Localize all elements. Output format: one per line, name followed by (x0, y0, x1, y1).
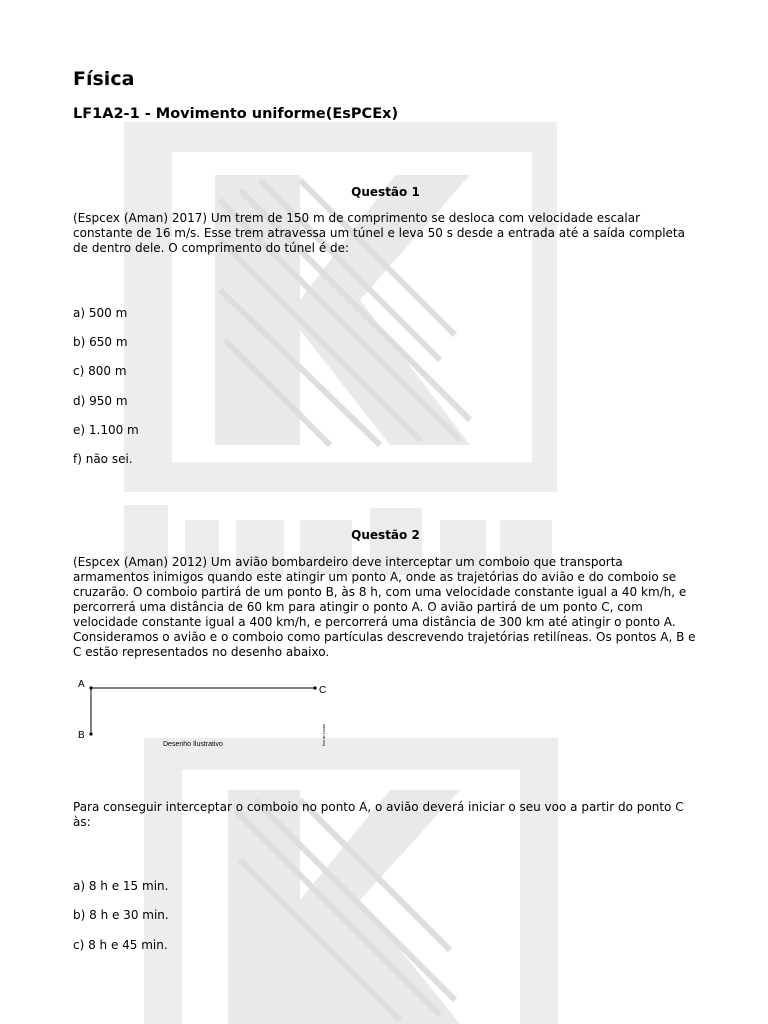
question-1-option-e: e) 1.100 m (73, 423, 139, 437)
point-b (89, 732, 92, 735)
label-c: C (319, 685, 327, 696)
question-1-option-c: c) 800 m (73, 364, 127, 378)
watermark-frame-top (124, 122, 557, 492)
question-2-option-b: b) 8 h e 30 min. (73, 908, 169, 922)
scale-note: fora de escala (322, 724, 326, 746)
trajectory-diagram (75, 672, 335, 756)
figure-caption: Desenho Ilustrativo (163, 741, 223, 748)
label-a: A (78, 679, 85, 690)
exercise-list-title: LF1A2-1 - Movimento uniforme(EsPCEx) (73, 106, 399, 122)
watermark-frame-bottom (144, 738, 558, 1024)
question-1-text: (Espcex (Aman) 2017) Um trem de 150 m de comprimento se desloca com velocidade escalar constante de 16 m/s. Esse trem atravessa um túnel e leva 50 s desde a entrada até a saída completa de dentro dele. O comprimento do túnel é de: (73, 211, 685, 255)
question-2-option-c: c) 8 h e 45 min. (73, 938, 168, 952)
question-1-heading: Questão 1 (351, 185, 420, 199)
question-1-option-a: a) 500 m (73, 306, 128, 320)
question-2-prompt: Para conseguir interceptar o comboio no ponto A, o avião deverá iniciar o seu voo a partir do ponto C às: (73, 800, 684, 829)
point-a (89, 686, 92, 689)
question-1-option-b: b) 650 m (73, 335, 128, 349)
question-1-option-d: d) 950 m (73, 394, 128, 408)
question-2-option-a: a) 8 h e 15 min. (73, 879, 169, 893)
point-c (313, 686, 316, 689)
question-2-heading: Questão 2 (351, 528, 420, 542)
question-2-text: (Espcex (Aman) 2012) Um avião bombardeiro deve interceptar um comboio que transporta armamentos inimigos quando este atingir um ponto A, onde as trajetórias do avião e do comboio se cruzarão. O comboio partirá de um ponto B, às 8 h, com uma velocidade constante igual a 40 km/h, e percorrerá uma distância de 60 km para atingir o ponto A. O avião partirá de um ponto C, com velocidade constante igual a 400 km/h, e percorrerá uma distância de 300 km até atingir o ponto A. Consideramos o avião e o comboio como partículas descrevendo trajetórias retilíneas. Os pontos A, B e C estão representados no desenho abaixo. (73, 555, 696, 659)
subject-title: Física (73, 68, 135, 90)
label-b: B (78, 730, 85, 741)
question-1-option-f: f) não sei. (73, 452, 133, 466)
